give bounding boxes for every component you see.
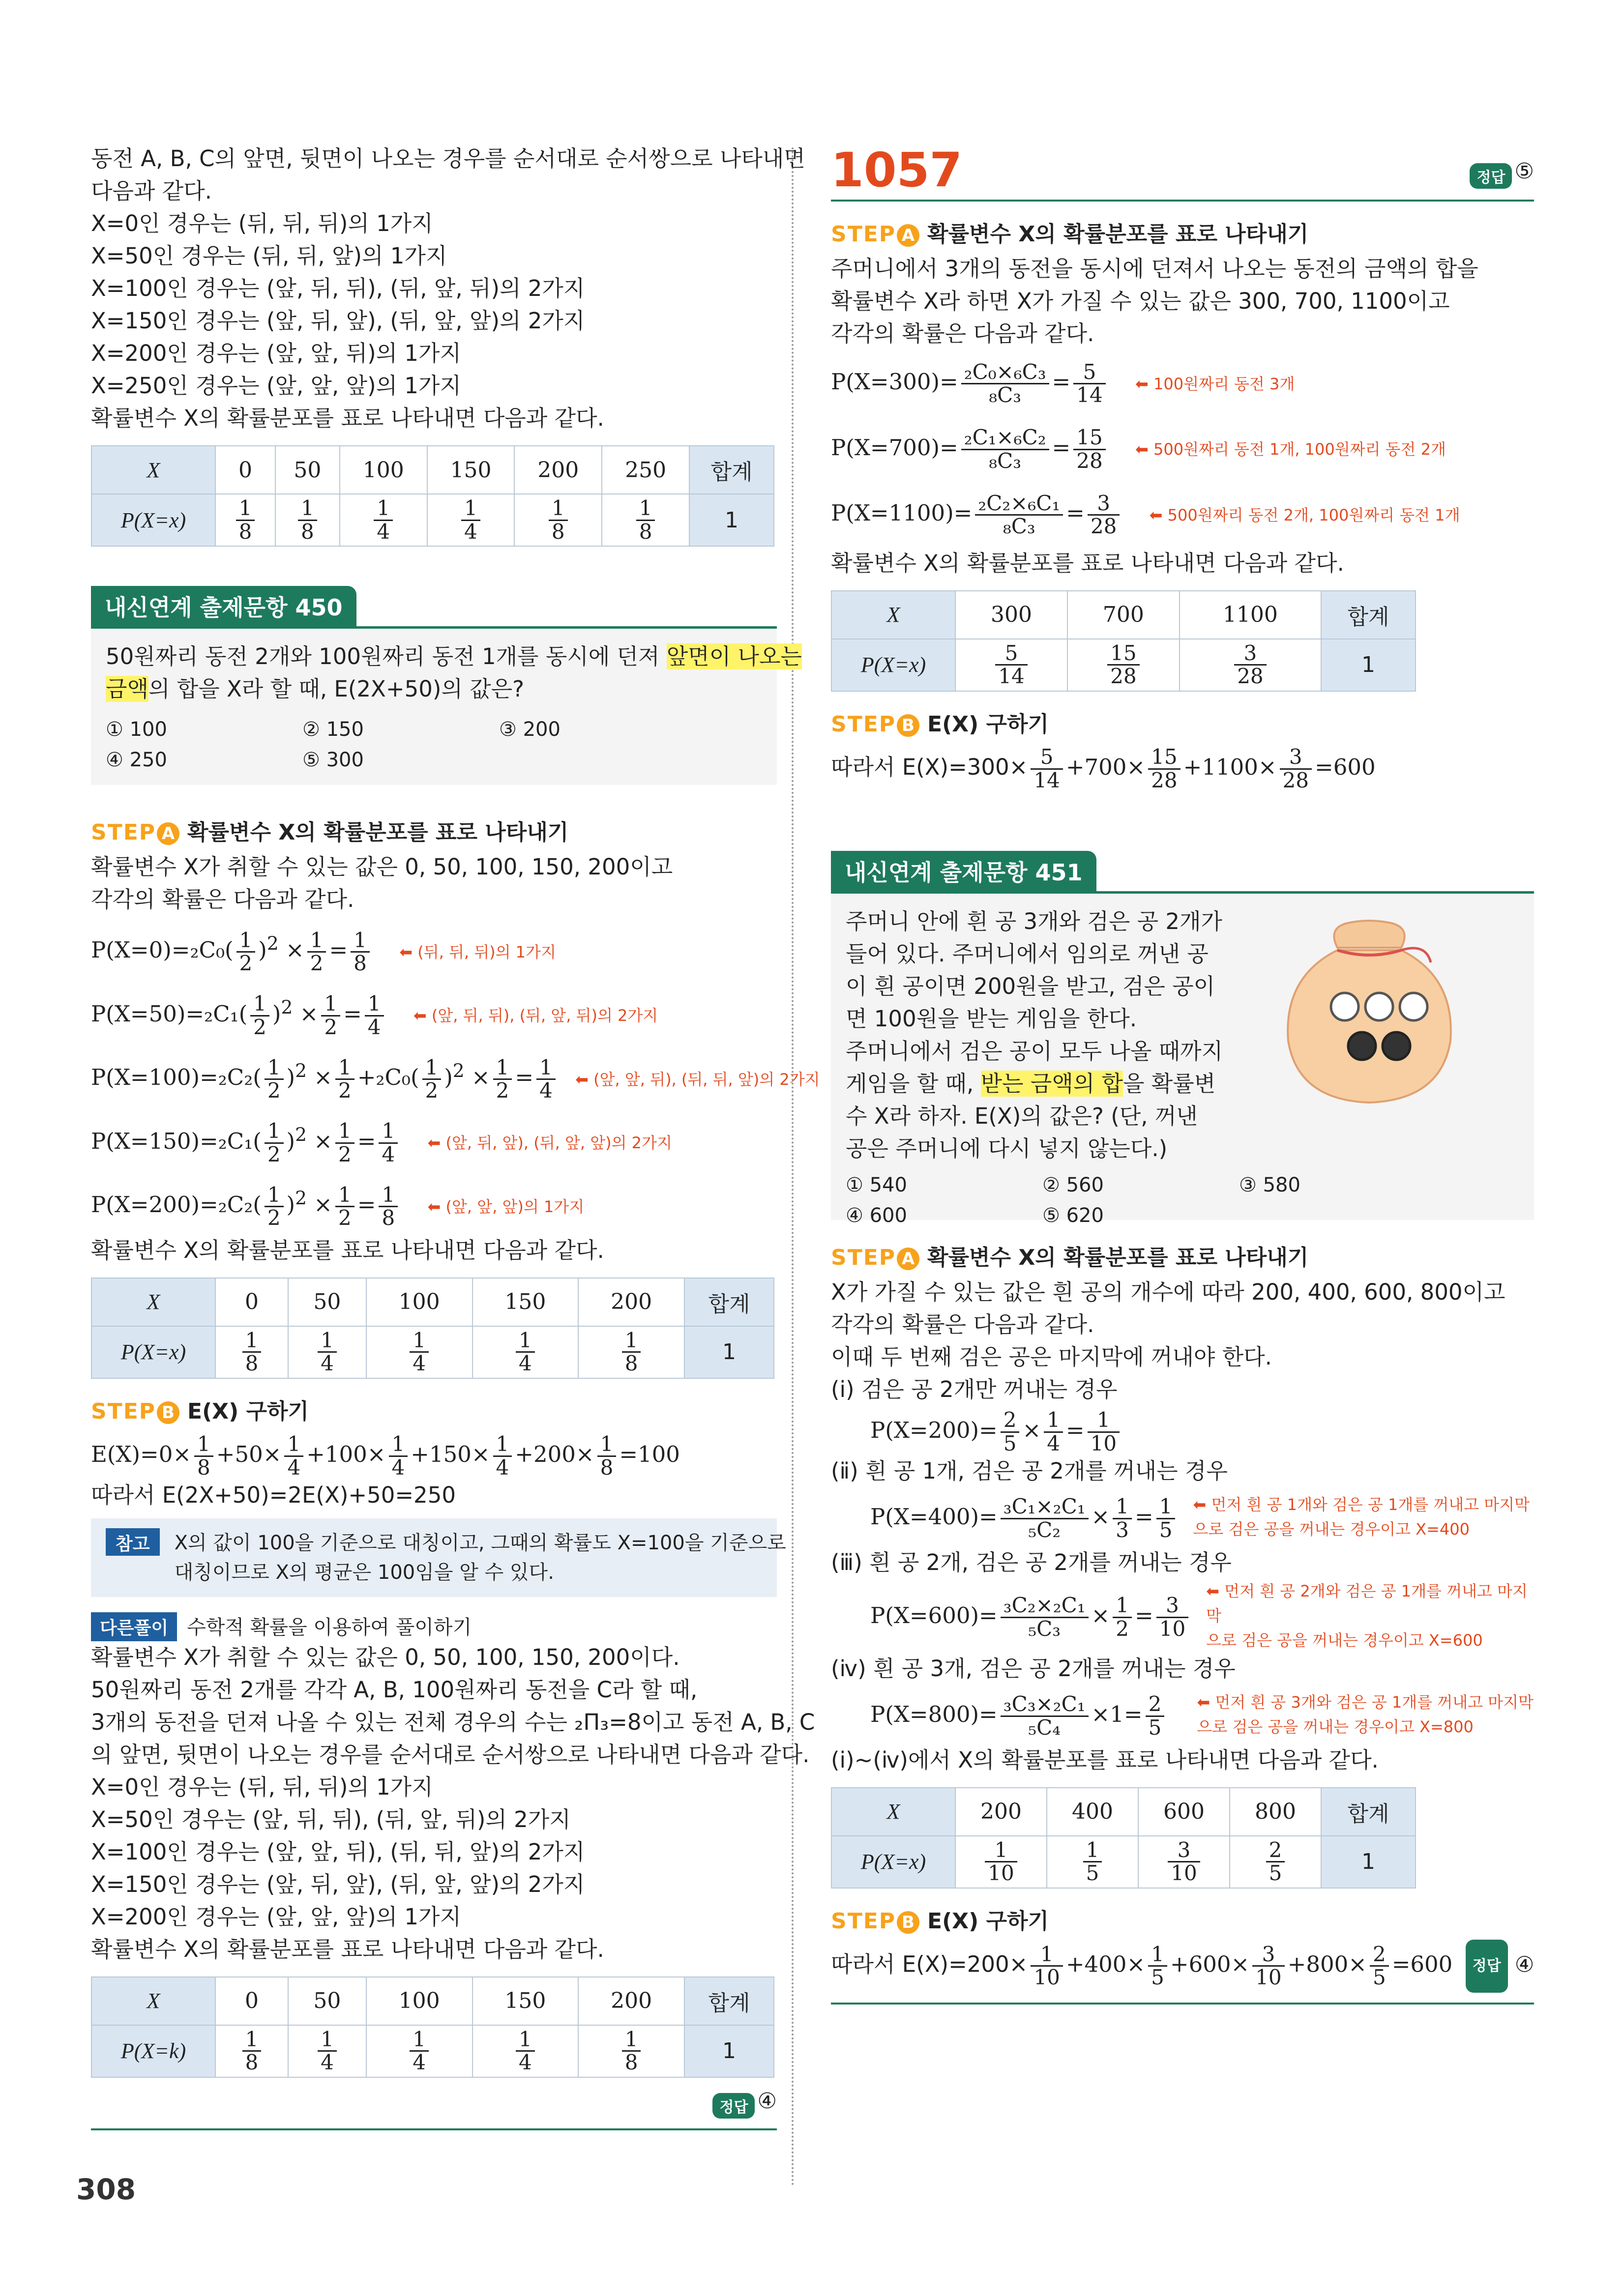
table-total-label: 합계 xyxy=(684,1977,774,2025)
eq-p1100: P(X=1100)= $\frac{\text{₂C₂×₆C₁}}{\text{₈C₃}}$ = $\frac{3}{28}$ ⬅ 500원짜리 동전 2개, 100원짜리 동전 1개 xyxy=(831,491,1460,538)
step-a2-line: 각각의 확률은 다음과 같다. xyxy=(831,1311,1094,1337)
intro-line: X=150인 경우는 (앞, 뒤, 앞), (뒤, 앞, 앞)의 2가지 xyxy=(91,308,585,334)
table-cell: $\frac{1}{4}$ xyxy=(472,1326,579,1378)
q451-line: 주머니 안에 흰 공 3개와 검은 공 2개가 xyxy=(846,908,1222,934)
case-4: (ⅳ) 흰 공 3개, 검은 공 2개를 꺼내는 경우 xyxy=(831,1655,1236,1682)
choice-4: ④ 250 xyxy=(106,749,167,771)
table-cell: $\frac{1}{8}$ xyxy=(215,494,275,546)
case-2-eq: P(X=400)= $\frac{\text{₃C₁×₂C₁}}{\text{₅C₂}}$ × $\frac{1}{3}$ = $\frac{1}{5}$ ⬅ 먼저 흰 공 1개와 검은 공 1개를 꺼내고 마지막 으로 검은 공을 꺼내는 경우이고 X=400 xyxy=(870,1494,1530,1542)
alt-line: X=50인 경우는 (앞, 뒤, 뒤), (뒤, 앞, 뒤)의 2가지 xyxy=(91,1806,571,1832)
case-4-eq: P(X=800)= $\frac{\text{₃C₃×₂C₁}}{\text{₅C₄}}$ ×1= $\frac{2}{5}$ ⬅ 먼저 흰 공 3개와 검은 공 1개를 꺼내고 마지막 으로 검은 공을 꺼내는 경우이고 X=800 xyxy=(870,1692,1534,1740)
white-ball xyxy=(1400,993,1427,1020)
q1057-header xyxy=(831,143,1534,202)
white-ball xyxy=(1331,993,1358,1020)
q451-line: 공은 주머니에 다시 넣지 않는다.) xyxy=(846,1135,1168,1162)
right-step-a: STEP A 확률변수 X의 확률분포를 표로 나타내기 xyxy=(831,222,1309,247)
table-cell: 400 xyxy=(1047,1788,1138,1836)
table-total-label: 합계 xyxy=(1321,591,1416,639)
table-cell: $\frac{1}{4}$ xyxy=(288,1326,366,1378)
table-cell: 600 xyxy=(1138,1788,1230,1836)
q451-box xyxy=(831,894,1534,1227)
table-cell: 800 xyxy=(1230,1788,1321,1836)
table-cell: $\frac{15}{28}$ xyxy=(1067,639,1180,691)
step-a-line: 확률변수 X라 하면 X가 가질 수 있는 값은 300, 700, 1100이고 xyxy=(831,288,1450,314)
expectation-line: E(X)=0× $\frac{1}{8}$ +50× $\frac{1}{4}$ +100× $\frac{1}{4}$ +150× $\frac{1}{4}$ +200× $\frac{1}{8}$ =100 xyxy=(91,1432,680,1480)
table-cell: $\frac{1}{4}$ xyxy=(288,2025,366,2077)
table-cell: $\frac{1}{4}$ xyxy=(472,2025,579,2077)
question-number: 1057 xyxy=(831,143,963,198)
alt-title: 수학적 확률을 이용하여 풀이하기 xyxy=(187,1616,472,1639)
left-step-b: STEP B E(X) 구하기 xyxy=(91,1398,309,1424)
reference-box xyxy=(91,1518,786,1597)
table-cell: 200 xyxy=(514,446,602,494)
step-a-after: 확률변수 X의 확률분포를 표로 나타내면 다음과 같다. xyxy=(831,550,1344,576)
table-cell: $\frac{1}{4}$ xyxy=(340,494,427,546)
table-total: 1 xyxy=(689,494,774,546)
step-a-line: 각각의 확률은 다음과 같다. xyxy=(91,886,354,912)
alt-line: 의 앞면, 뒷면이 나오는 경우를 순서대로 순서쌍으로 나타내면 다음과 같다. xyxy=(91,1741,810,1768)
choice-5: ⑤ 620 xyxy=(1042,1204,1104,1227)
table-cell: 100 xyxy=(366,1977,472,2025)
table-cell: $\frac{1}{8}$ xyxy=(578,2025,684,2077)
right-column xyxy=(831,143,1534,2005)
case-1: (ⅰ) 검은 공 2개만 꺼내는 경우 xyxy=(831,1376,1118,1402)
table-cell: $\frac{2}{5}$ xyxy=(1230,1836,1321,1888)
left-answer xyxy=(91,2089,777,2119)
choice-5: ⑤ 300 xyxy=(302,749,364,771)
table-total: 1 xyxy=(684,2025,774,2077)
prob-table-r1 xyxy=(831,590,1416,692)
eq-p300: P(X=300)= $\frac{\text{₂C₀×₆C₃}}{\text{₈C₃}}$ = $\frac{5}{14}$ ⬅ 100원짜리 동전 3개 xyxy=(831,359,1295,407)
step-a2-line: X가 가질 수 있는 값은 흰 공의 개수에 따라 200, 400, 600, 800이고 xyxy=(831,1279,1506,1305)
table-header-x: X xyxy=(91,1278,215,1326)
table-cell: $\frac{5}{14}$ xyxy=(955,639,1067,691)
choice-2: ② 150 xyxy=(302,718,364,741)
table-cell: 150 xyxy=(472,1278,579,1326)
alt-line: 50원짜리 동전 2개를 각각 A, B, 100원짜리 동전을 C라 할 때, xyxy=(91,1676,698,1703)
table-header-p: P(X=x) xyxy=(91,494,215,546)
table-total: 1 xyxy=(1321,1836,1416,1888)
choice-3: ③ 200 xyxy=(499,718,561,741)
eq-p150: P(X=150)=₂C₁( $\frac{1}{2}$ )$^2$ × $\frac{1}{2}$ = $\frac{1}{4}$ ⬅ (앞, 뒤, 앞), (뒤, 앞, 앞)의 2가지 xyxy=(91,1119,672,1166)
table-cell: 200 xyxy=(578,1278,684,1326)
table-header-p: P(X=x) xyxy=(91,1326,215,1378)
table-cell: 150 xyxy=(427,446,515,494)
q450-ribbon: 내신연계 출제문항 450 xyxy=(91,586,356,626)
alt-line: 3개의 동전을 던져 나올 수 있는 전체 경우의 수는 ₂Π₃=8이고 동전 A, B, C xyxy=(91,1709,815,1735)
q451-ribbon: 내신연계 출제문항 451 xyxy=(831,851,1096,891)
table-cell: 200 xyxy=(578,1977,684,2025)
prob-table-3 xyxy=(91,1976,774,2078)
table-cell: 0 xyxy=(215,1977,288,2025)
table-cell: $\frac{1}{8}$ xyxy=(215,1326,288,1378)
choice-3: ③ 580 xyxy=(1239,1173,1300,1196)
alt-line: X=100인 경우는 (앞, 앞, 뒤), (뒤, 뒤, 앞)의 2가지 xyxy=(91,1838,585,1865)
table-cell: 50 xyxy=(288,1278,366,1326)
alt-line: 확률변수 X의 확률분포를 표로 나타내면 다음과 같다. xyxy=(91,1936,604,1962)
table-cell: 150 xyxy=(472,1977,579,2025)
eq-p700: P(X=700)= $\frac{\text{₂C₁×₆C₂}}{\text{₈C₃}}$ = $\frac{15}{28}$ ⬅ 500원짜리 동전 1개, 100원짜리 동전 2개 xyxy=(831,425,1446,473)
table-header-x: X xyxy=(831,591,955,639)
table-cell: 700 xyxy=(1067,591,1180,639)
page-number: 308 xyxy=(76,2173,136,2206)
alt-label: 다른풀이 xyxy=(91,1612,177,1641)
step-a2-after: (ⅰ)~(ⅳ)에서 X의 확률분포를 표로 나타내면 다음과 같다. xyxy=(831,1746,1379,1773)
alt-solution xyxy=(91,1641,815,1966)
answer-badge: 정답 xyxy=(712,2093,755,2119)
eq-p100: P(X=100)=₂C₂( $\frac{1}{2}$ )$^2$ × $\frac{1}{2}$ +₂C₀( $\frac{1}{2}$ )$^2$ × $\frac{1}{2}$ = $\frac{1}{4}$ ⬅ (앞, 앞, 뒤), (뒤, 뒤, 앞)의 2가지 xyxy=(91,1055,820,1103)
eq-p50: P(X=50)=₂C₁( $\frac{1}{2}$ )$^2$ × $\frac{1}{2}$ = $\frac{1}{4}$ ⬅ (앞, 뒤, 뒤), (뒤, 앞, 뒤)의 2가지 xyxy=(91,991,658,1039)
alt-solution-header xyxy=(91,1612,777,1641)
prob-table-r2 xyxy=(831,1787,1416,1889)
table-cell: 0 xyxy=(215,1278,288,1326)
left-step-a: STEP A 확률변수 X의 확률분포를 표로 나타내기 xyxy=(91,820,569,845)
intro-line: X=100인 경우는 (앞, 뒤, 뒤), (뒤, 앞, 뒤)의 2가지 xyxy=(91,275,585,301)
q451-line: 게임을 할 때, 받는 금액의 합을 확률변 xyxy=(846,1070,1216,1097)
table-cell: $\frac{3}{10}$ xyxy=(1138,1836,1230,1888)
q450-box xyxy=(91,629,802,785)
choice-1: ① 100 xyxy=(106,718,167,741)
right-expectation-line: 따라서 E(X)=300× $\frac{5}{14}$ +700× $\frac{15}{28}$ +1100× $\frac{3}{28}$ =600 xyxy=(831,745,1376,792)
eq-p0: P(X=0)=₂C₀( $\frac{1}{2}$ )$^2$ × $\frac{1}{2}$ = $\frac{1}{8}$ ⬅ (뒤, 뒤, 뒤)의 1가지 xyxy=(91,928,556,975)
step-a-after: 확률변수 X의 확률분포를 표로 나타내면 다음과 같다. xyxy=(91,1237,604,1263)
alt-line: X=200인 경우는 (앞, 앞, 앞)의 1가지 xyxy=(91,1903,461,1930)
answer-value: ⑤ xyxy=(1514,158,1534,184)
table-header-p: P(X=x) xyxy=(831,639,955,691)
black-ball xyxy=(1383,1032,1410,1060)
intro-line: 다음과 같다. xyxy=(91,178,212,204)
case-1-eq: P(X=200)= $\frac{2}{5}$ × $\frac{1}{4}$ = $\frac{1}{10}$ xyxy=(831,1406,1534,1455)
choice-2: ② 560 xyxy=(1042,1173,1104,1196)
alt-line: 확률변수 X가 취할 수 있는 값은 0, 50, 100, 150, 200이다. xyxy=(91,1644,680,1670)
step-a-line: 주머니에서 3개의 동전을 동시에 던져서 나오는 동전의 금액의 합을 xyxy=(831,256,1478,282)
right-expectation-line-2: 따라서 E(X)=200× $\frac{1}{10}$ +400× $\frac{1}{5}$ +600× $\frac{3}{10}$ +800× $\frac{2}{5}$ =600 정답 ④ xyxy=(831,1940,1534,1993)
pouch-illustration xyxy=(1264,908,1475,1115)
table-cell: $\frac{1}{4}$ xyxy=(427,494,515,546)
q450-header xyxy=(91,586,777,629)
intro-line: X=50인 경우는 (뒤, 뒤, 앞)의 1가지 xyxy=(91,243,447,269)
case-2: (ⅱ) 흰 공 1개, 검은 공 2개를 꺼내는 경우 xyxy=(831,1457,1228,1484)
right-bottom-rule xyxy=(831,2003,1534,2005)
intro-line: 확률변수 X의 확률분포를 표로 나타내면 다음과 같다. xyxy=(91,405,604,431)
alt-line: X=150인 경우는 (앞, 뒤, 앞), (뒤, 앞, 앞)의 2가지 xyxy=(91,1871,585,1897)
table-total: 1 xyxy=(684,1326,774,1378)
table-total-label: 합계 xyxy=(689,446,774,494)
q451-line: 주머니에서 검은 공이 모두 나올 때까지 xyxy=(846,1038,1223,1064)
table-cell: 300 xyxy=(955,591,1067,639)
intro-line: X=200인 경우는 (앞, 앞, 뒤)의 1가지 xyxy=(91,340,461,366)
answer-value: ④ xyxy=(1514,1952,1535,1977)
table-cell: $\frac{1}{8}$ xyxy=(578,1326,684,1378)
answer-badge: 정답 xyxy=(1470,163,1512,189)
left-bottom-rule xyxy=(91,2128,777,2130)
table-cell: $\frac{1}{5}$ xyxy=(1047,1836,1138,1888)
therefore-line: 따라서 E(2X+50)=2E(X)+50=250 xyxy=(91,1482,456,1508)
q451-line: 수 X라 하자. E(X)의 값은? (단, 꺼낸 xyxy=(846,1103,1198,1129)
table-cell: $\frac{1}{8}$ xyxy=(602,494,689,546)
reference-text: X의 값이 100을 기준으로 대칭이고, 그때의 확률도 X=100을 기준으로 xyxy=(174,1531,786,1554)
right-step-a2: STEP A 확률변수 X의 확률분포를 표로 나타내기 xyxy=(831,1245,1309,1270)
prob-table-1 xyxy=(91,445,774,547)
left-column xyxy=(91,143,820,2130)
table-cell: 0 xyxy=(215,446,275,494)
black-ball xyxy=(1348,1032,1376,1060)
answer-badge: 정답 xyxy=(1466,1940,1508,1993)
prob-table-2 xyxy=(91,1278,774,1379)
table-header-x: X xyxy=(91,446,215,494)
table-cell: 1100 xyxy=(1180,591,1321,639)
table-cell: 250 xyxy=(602,446,689,494)
table-cell: 100 xyxy=(366,1278,472,1326)
table-cell: 100 xyxy=(340,446,427,494)
q450-line1: 50원짜리 동전 2개와 100원짜리 동전 1개를 동시에 던져 앞면이 나오는 xyxy=(106,643,802,669)
table-cell: $\frac{3}{28}$ xyxy=(1180,639,1321,691)
reference-label: 참고 xyxy=(106,1528,160,1556)
alt-line: X=0인 경우는 (뒤, 뒤, 뒤)의 1가지 xyxy=(91,1773,433,1800)
right-step-b: STEP B E(X) 구하기 xyxy=(831,711,1049,737)
reference-text: 대칭이므로 X의 평균은 100임을 알 수 있다. xyxy=(174,1561,554,1584)
choice-4: ④ 600 xyxy=(846,1204,907,1227)
case-3-eq: P(X=600)= $\frac{\text{₃C₂×₂C₁}}{\text{₅C₃}}$ × $\frac{1}{2}$ = $\frac{3}{10}$ ⬅ 먼저 흰 공 2개와 검은 공 1개를 꺼내고 마지막 으로 검은 공을 꺼내는 경우이고 X=600 xyxy=(870,1581,1528,1650)
q450-choices xyxy=(106,714,762,775)
table-cell: $\frac{1}{8}$ xyxy=(275,494,340,546)
table-header-x: X xyxy=(831,1788,955,1836)
eq-p200: P(X=200)=₂C₂( $\frac{1}{2}$ )$^2$ × $\frac{1}{2}$ = $\frac{1}{8}$ ⬅ (앞, 앞, 앞)의 1가지 xyxy=(91,1182,585,1230)
intro-line: X=0인 경우는 (뒤, 뒤, 뒤)의 1가지 xyxy=(91,210,433,236)
table-total: 1 xyxy=(1321,639,1416,691)
table-cell: $\frac{1}{4}$ xyxy=(366,2025,472,2077)
table-header-p: P(X=k) xyxy=(91,2025,215,2077)
table-cell: 200 xyxy=(955,1788,1047,1836)
case-3: (ⅲ) 흰 공 2개, 검은 공 2개를 꺼내는 경우 xyxy=(831,1549,1232,1575)
q451-choices xyxy=(846,1170,1519,1231)
table-cell: $\frac{1}{8}$ xyxy=(514,494,602,546)
table-header-x: X xyxy=(91,1977,215,2025)
q451-line: 면 100원을 받는 게임을 한다. xyxy=(846,1005,1137,1032)
intro-line: X=250인 경우는 (앞, 앞, 앞)의 1가지 xyxy=(91,373,461,399)
column-divider xyxy=(792,147,794,2187)
intro-text xyxy=(91,143,805,435)
table-cell: $\frac{1}{4}$ xyxy=(366,1326,472,1378)
table-total-label: 합계 xyxy=(1321,1788,1416,1836)
table-header-p: P(X=x) xyxy=(831,1836,955,1888)
table-total-label: 합계 xyxy=(684,1278,774,1326)
answer-value: ④ xyxy=(757,2088,777,2114)
step-a-line: 각각의 확률은 다음과 같다. xyxy=(831,320,1094,347)
table-cell: $\frac{1}{8}$ xyxy=(215,2025,288,2077)
white-ball xyxy=(1365,993,1393,1020)
step-a-line: 확률변수 X가 취할 수 있는 값은 0, 50, 100, 150, 200이고 xyxy=(91,854,673,880)
q450-line2: 금액의 합을 X라 할 때, E(2X+50)의 값은? xyxy=(106,676,524,702)
q451-line: 이 흰 공이면 200원을 받고, 검은 공이 xyxy=(846,973,1215,999)
q451-line: 들어 있다. 주머니에서 임의로 꺼낸 공 xyxy=(846,940,1209,967)
q451-header xyxy=(831,851,1534,894)
step-a2-line: 이때 두 번째 검은 공은 마지막에 꺼내야 한다. xyxy=(831,1343,1272,1370)
table-cell: $\frac{1}{10}$ xyxy=(955,1836,1047,1888)
intro-line: 동전 A, B, C의 앞면, 뒷면이 나오는 경우를 순서대로 순서쌍으로 나타내면 xyxy=(91,145,805,172)
table-cell: 50 xyxy=(288,1977,366,2025)
choice-1: ① 540 xyxy=(846,1173,907,1196)
table-cell: 50 xyxy=(275,446,340,494)
right-step-b2: STEP B E(X) 구하기 xyxy=(831,1908,1049,1934)
